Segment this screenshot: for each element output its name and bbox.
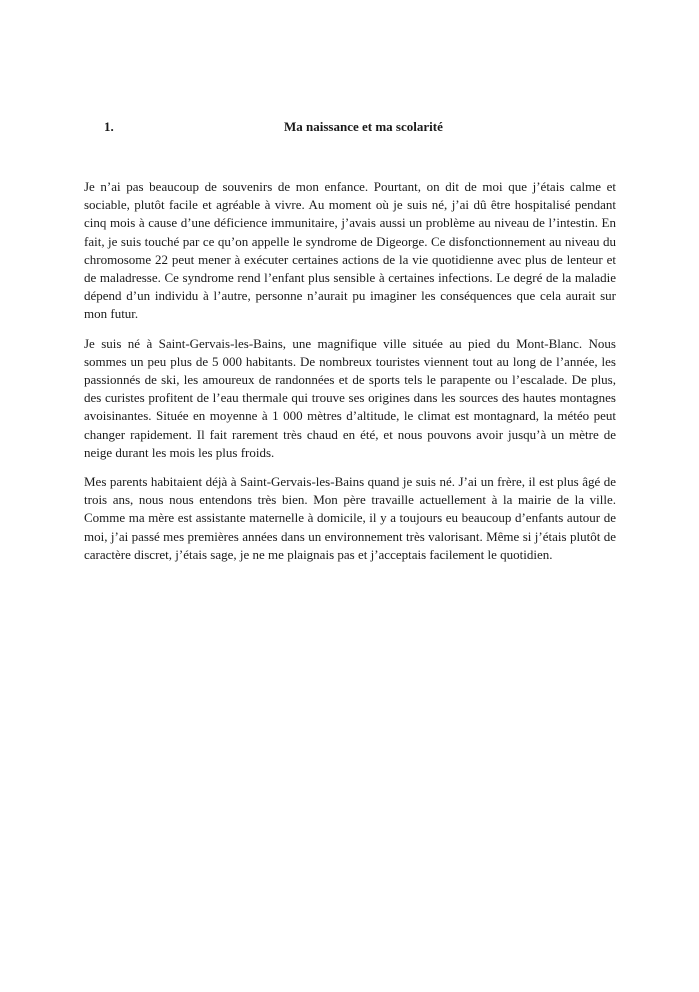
paragraph-3: Mes parents habitaient déjà à Saint-Gervais-les-Bains quand je suis né. J’ai un frère, il est plus âgé de trois ans, nous nous entendons très bien. Mon père travaille actuellement à la mairie de la ville. Comme ma mère est assistante maternelle à domicile, il y a toujours eu beaucoup d’enfants autour de moi, j’ai passé mes premières années dans un environnement très valorisant. Même si j’étais plutôt de caractère discret, j’étais sage, je ne me plaignais pas et j’acceptais facilement le quotidien. xyxy=(84,474,616,562)
chapter-number: 1. xyxy=(104,119,114,134)
body-text xyxy=(84,178,616,575)
paragraph-2: Je suis né à Saint-Gervais-les-Bains, une magnifique ville située au pied du Mont-Blanc. Nous sommes un peu plus de 5 000 habitants. De nombreux touristes viennent tout au long de l’année, les passionnés de ski, les amoureux de randonnées et de sports tels le parapente ou l’escalade. De plus, des curistes profitent de l’eau thermale qui trouve ses origines dans les sources des hautes montagnes avoisinantes. Située en moyenne à 1 000 mètres d’altitude, le climat est montagnard, la météo peut changer rapidement. Il fait rarement très chaud en été, et nous pouvons avoir jusqu’à un mètre de neige durant les mois les plus froids. xyxy=(84,335,616,460)
chapter-heading xyxy=(0,118,699,136)
paragraph-1: Je n’ai pas beaucoup de souvenirs de mon enfance. Pourtant, on dit de moi que j’étais calme et sociable, plutôt facile et agréable à vivre. Au moment où je suis né, j’ai dû être hospitalisé pendant cinq mois à cause d’une déficience immunitaire, j’avais aussi un problème au niveau de l’intestin. En fait, je suis touché par ce qu’on appelle le syndrome de Digeorge. Ce disfonctionnement au niveau du chromosome 22 peut mener à exécuter certaines actions de la vie quotidienne avec plus de lenteur et de maladresse. Ce syndrome rend l’enfant plus sensible à certaines infections. Le degré de la maladie dépend d’un individu à l’autre, personne n’aurait pu imaginer les conséquences que cela aurait sur mon futur. xyxy=(84,179,616,322)
chapter-title: Ma naissance et ma scolarité xyxy=(284,119,443,134)
